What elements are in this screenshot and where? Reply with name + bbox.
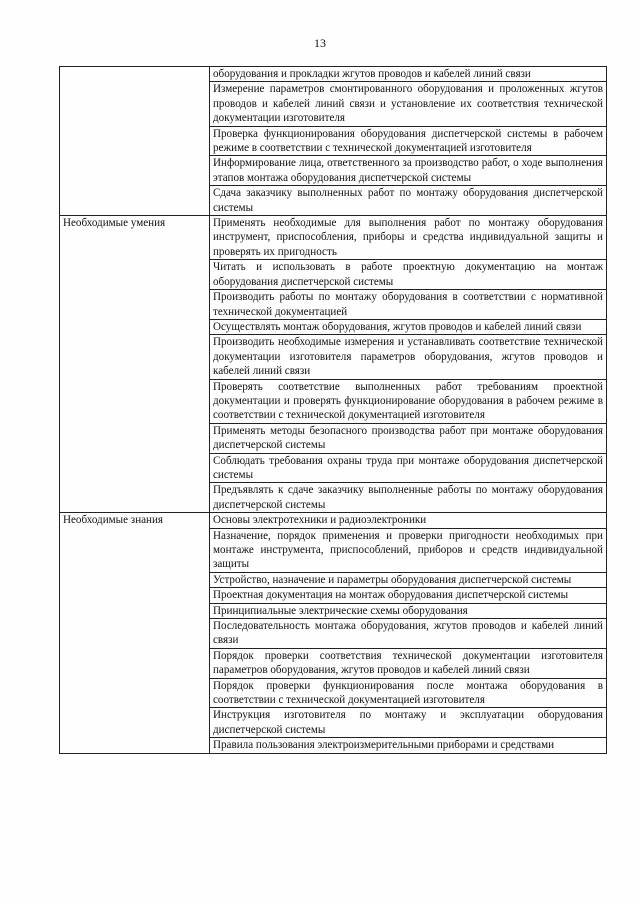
requirement-item: Измерение параметров смонтированного оборудования и проложенных жгутов проводов и кабелей линий связи и установление их соответствия технической документации изготовителя xyxy=(210,82,607,126)
requirement-item: Применять необходимые для выполнения работ по монтажу оборудования инструмент, приспособления, приборы и средства индивидуальной защиты и проверять их пригодность xyxy=(210,216,607,260)
group-label: Необходимые умения xyxy=(60,216,210,513)
requirement-item: Читать и использовать в работе проектную документацию на монтаж оборудования диспетчерской системы xyxy=(210,260,607,290)
requirement-item: Информирование лица, ответственного за производство работ, о ходе выполнения этапов монтажа оборудования диспетчерской системы xyxy=(210,156,607,186)
table-row xyxy=(60,67,607,82)
requirement-item: Соблюдать требования охраны труда при монтаже оборудования диспетчерской системы xyxy=(210,453,607,483)
requirement-item: Порядок проверки функционирования после монтажа оборудования в соответствии с технической документацией изготовителя xyxy=(210,678,607,708)
requirements-table xyxy=(59,66,607,754)
requirement-item: Устройство, назначение и параметры оборудования диспетчерской системы xyxy=(210,572,607,587)
requirement-item: оборудования и прокладки жгутов проводов и кабелей линий связи xyxy=(210,67,607,82)
table-row xyxy=(60,513,607,528)
requirement-item: Назначение, порядок применения и проверки пригодности необходимых при монтаже инструмента, приспособлений, приборов и средств индивидуальной защиты xyxy=(210,528,607,572)
requirement-item: Сдача заказчику выполненных работ по монтажу оборудования диспетчерской системы xyxy=(210,186,607,216)
requirement-item: Инструкция изготовителя по монтажу и эксплуатации оборудования диспетчерской системы xyxy=(210,708,607,738)
requirements-table-body xyxy=(60,67,607,754)
group-label: Необходимые знания xyxy=(60,513,210,754)
requirement-item: Производить работы по монтажу оборудования в соответствии с нормативной технической документацией xyxy=(210,290,607,320)
requirement-item: Проектная документация на монтаж оборудования диспетчерской системы xyxy=(210,588,607,603)
requirement-item: Осуществлять монтаж оборудования, жгутов проводов и кабелей линий связи xyxy=(210,319,607,334)
requirement-item: Правила пользования электроизмерительными приборами и средствами xyxy=(210,738,607,753)
requirement-item: Порядок проверки соответствия технической документации изготовителя параметров оборудования, жгутов проводов и кабелей линий связи xyxy=(210,648,607,678)
group-label xyxy=(60,67,210,216)
requirement-item: Проверять соответствие выполненных работ требованиям проектной документации и проверять функционирование оборудования в рабочем режиме в соответствии с технической документацией изготовителя xyxy=(210,379,607,423)
requirement-item: Последовательность монтажа оборудования, жгутов проводов и кабелей линий связи xyxy=(210,619,607,649)
table-row xyxy=(60,216,607,260)
requirement-item: Производить необходимые измерения и устанавливать соответствие технической документации изготовителя параметров оборудования, жгутов проводов и кабелей линий связи xyxy=(210,335,607,379)
requirement-item: Принципиальные электрические схемы оборудования xyxy=(210,603,607,618)
requirement-item: Проверка функционирования оборудования диспетчерской системы в рабочем режиме в соответствии с технической документацией изготовителя xyxy=(210,126,607,156)
requirement-item: Применять методы безопасного производства работ при монтаже оборудования диспетчерской системы xyxy=(210,423,607,453)
requirement-item: Предъявлять к сдаче заказчику выполненные работы по монтажу оборудования диспетчерской системы xyxy=(210,483,607,513)
requirement-item: Основы электротехники и радиоэлектроники xyxy=(210,513,607,528)
page-number: 13 xyxy=(314,36,326,50)
